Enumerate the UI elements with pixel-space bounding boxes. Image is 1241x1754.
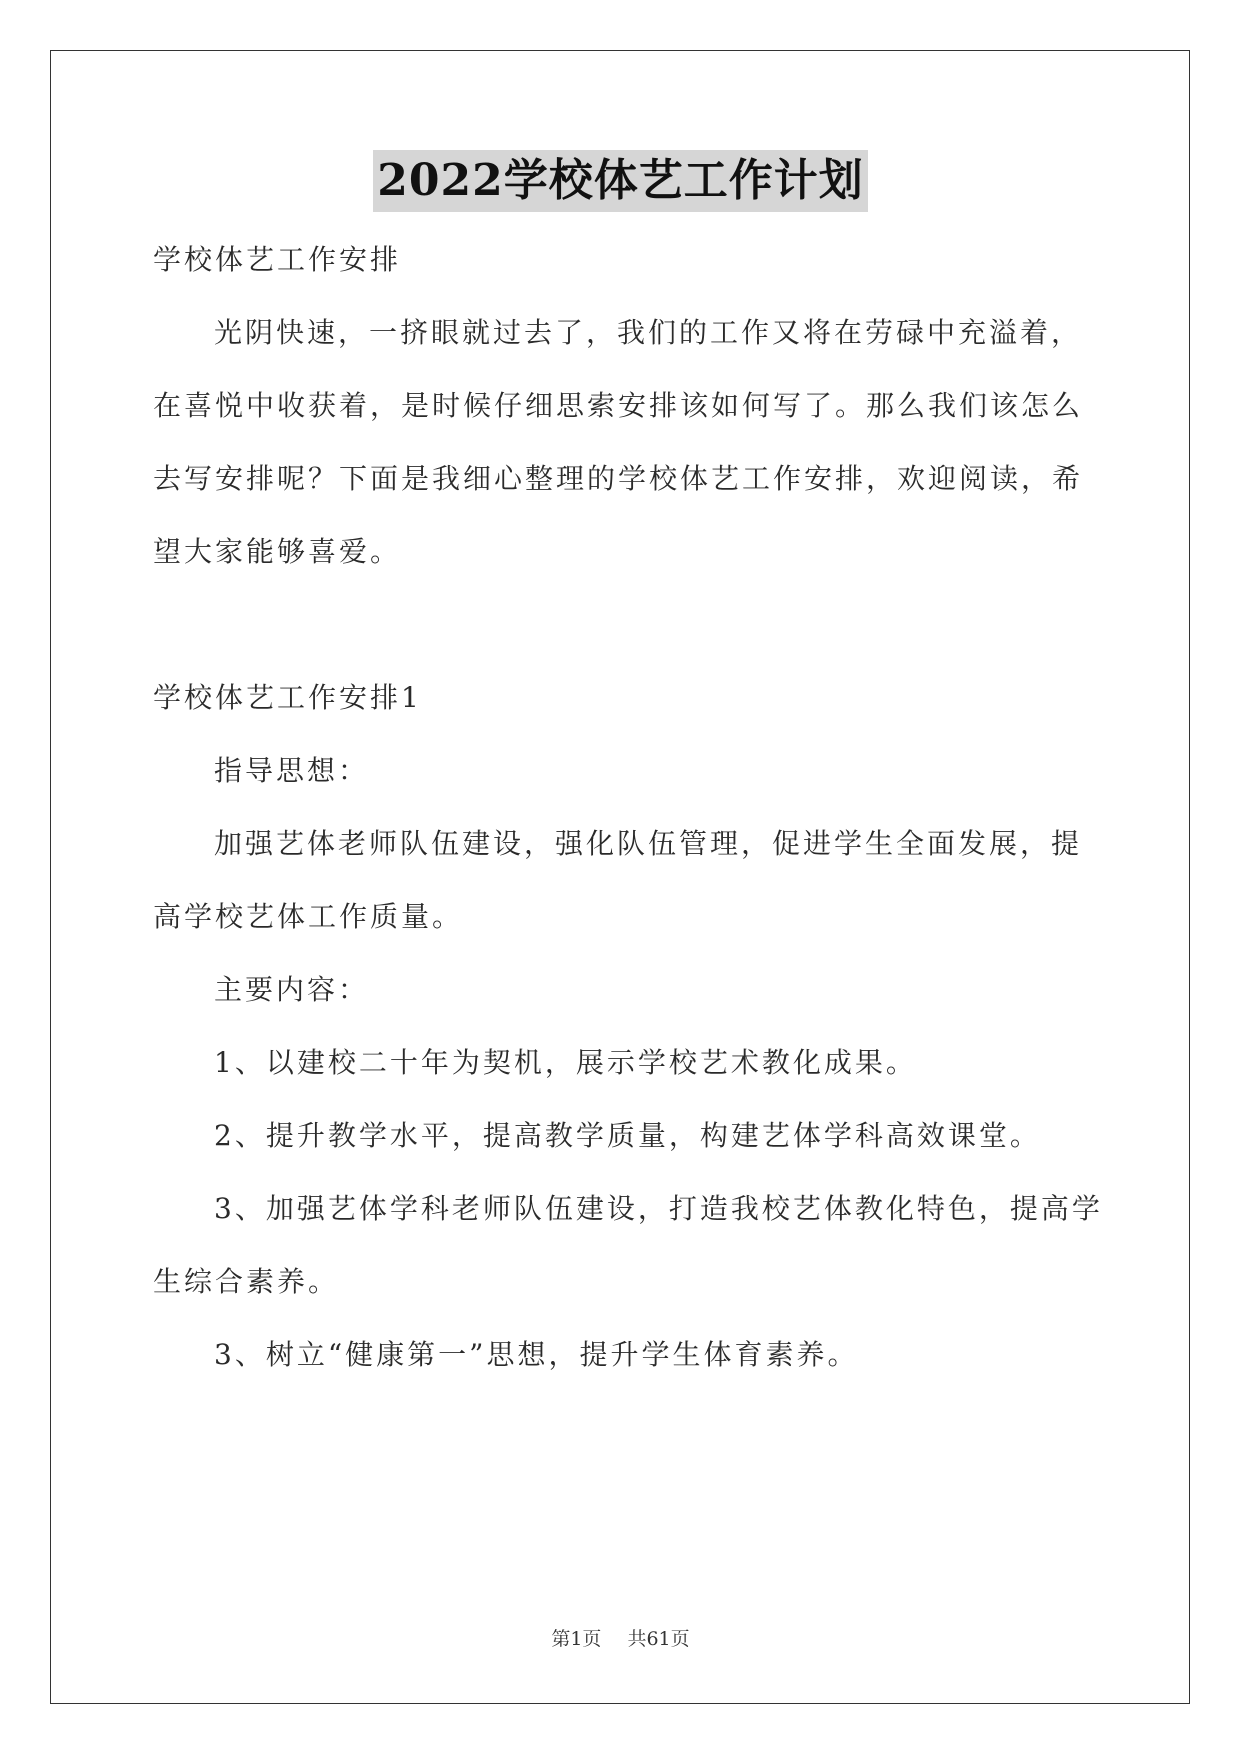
paragraph-line: 光阴快速，一挤眼就过去了，我们的工作又将在劳碌中充溢着，: [214, 316, 1083, 349]
paragraph-line: 望大家能够喜爱。: [153, 535, 402, 568]
document-title: 2022学校体艺工作计划: [373, 150, 867, 212]
list-item: 1、以建校二十年为契机，展示学校艺术教化成果。: [214, 1046, 917, 1079]
paragraph-line: 在喜悦中收获着，是时候仔细思索安排该如何写了。那么我们该怎么: [153, 389, 1084, 422]
list-item: 3、加强艺体学科老师队伍建设，打造我校艺体教化特色，提高学: [214, 1192, 1103, 1225]
page-total: 共61页: [627, 1628, 690, 1650]
section-heading: 学校体艺工作安排: [153, 243, 402, 276]
section-heading: 学校体艺工作安排1: [153, 681, 422, 714]
title-container: [0, 150, 1241, 212]
paragraph-line: 去写安排呢？下面是我细心整理的学校体艺工作安排，欢迎阅读，希: [153, 462, 1084, 495]
paragraph-line: 主要内容：: [214, 973, 370, 1006]
page-footer: [0, 1624, 1241, 1651]
list-item: 2、提升教学水平，提高教学质量，构建艺体学科高效课堂。: [214, 1119, 1041, 1152]
list-item: 3、树立“健康第一”思想，提升学生体育素养。: [214, 1338, 859, 1371]
paragraph-line: 加强艺体老师队伍建设，强化队伍管理，促进学生全面发展，提: [214, 827, 1083, 860]
paragraph-line: 指导思想：: [214, 754, 370, 787]
list-item-continuation: 生综合素养。: [153, 1265, 340, 1298]
paragraph-line: 高学校艺体工作质量。: [153, 900, 464, 933]
page-number: 第1页: [551, 1628, 602, 1650]
page-frame: [50, 50, 1190, 1704]
